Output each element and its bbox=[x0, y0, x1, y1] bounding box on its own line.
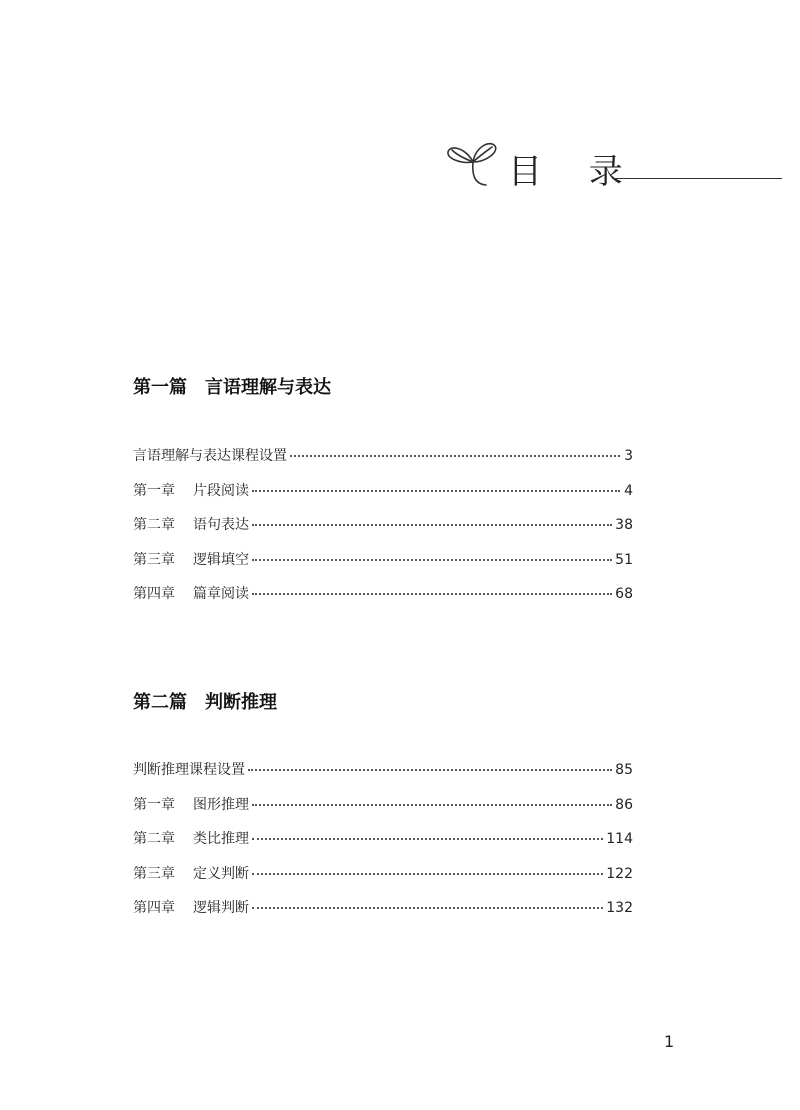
toc-list bbox=[133, 758, 633, 931]
dot-leader bbox=[252, 790, 612, 806]
toc-entry[interactable] bbox=[133, 793, 633, 828]
part-label: 第一篇 bbox=[133, 377, 187, 398]
part-name: 判断推理 bbox=[205, 692, 277, 713]
dot-leader bbox=[252, 893, 603, 909]
entry-page: 132 bbox=[606, 900, 633, 916]
entry-page: 114 bbox=[606, 831, 633, 847]
entry-title: 判断推理课程设置 bbox=[133, 762, 245, 778]
page-number: 1 bbox=[664, 1032, 675, 1051]
toc-entry[interactable] bbox=[133, 582, 633, 617]
entry-title: 片段阅读 bbox=[193, 482, 249, 499]
entry-page: 86 bbox=[615, 796, 633, 813]
entry-page: 3 bbox=[624, 448, 633, 464]
entry-title: 篇章阅读 bbox=[193, 586, 249, 602]
page-title: 目 录 bbox=[508, 152, 641, 192]
entry-page: 4 bbox=[624, 482, 633, 499]
entry-chapter: 第三章 bbox=[133, 551, 175, 568]
entry-title: 类比推理 bbox=[193, 831, 249, 847]
toc-header bbox=[444, 130, 784, 200]
dot-leader bbox=[252, 824, 603, 840]
dot-leader bbox=[252, 579, 612, 595]
entry-title: 语句表达 bbox=[193, 517, 249, 533]
entry-chapter: 第一章 bbox=[133, 796, 175, 813]
toc-entry[interactable] bbox=[133, 548, 633, 583]
entry-title: 言语理解与表达课程设置 bbox=[133, 448, 287, 464]
entry-title: 图形推理 bbox=[193, 796, 249, 813]
toc-entry[interactable] bbox=[133, 758, 633, 793]
entry-page: 38 bbox=[615, 517, 633, 533]
entry-chapter: 第四章 bbox=[133, 900, 175, 916]
entry-title: 逻辑填空 bbox=[193, 551, 249, 568]
entry-chapter: 第二章 bbox=[133, 517, 175, 533]
entry-chapter: 第一章 bbox=[133, 482, 175, 499]
part-title bbox=[133, 688, 277, 714]
part-label: 第二篇 bbox=[133, 692, 187, 713]
dot-leader bbox=[252, 476, 620, 492]
entry-title: 定义判断 bbox=[193, 865, 249, 882]
toc-entry[interactable] bbox=[133, 513, 633, 548]
dot-leader bbox=[252, 859, 603, 875]
dot-leader bbox=[248, 755, 612, 771]
part-name: 言语理解与表达 bbox=[205, 377, 331, 398]
toc-entry[interactable] bbox=[133, 862, 633, 897]
entry-chapter: 第四章 bbox=[133, 586, 175, 602]
entry-page: 122 bbox=[606, 865, 633, 882]
part-title bbox=[133, 373, 331, 399]
toc-list bbox=[133, 444, 633, 617]
dot-leader bbox=[252, 545, 612, 561]
toc-entry[interactable] bbox=[133, 827, 633, 862]
entry-page: 68 bbox=[615, 586, 633, 602]
toc-entry[interactable] bbox=[133, 444, 633, 479]
toc-entry[interactable] bbox=[133, 479, 633, 514]
entry-page: 51 bbox=[615, 551, 633, 568]
dot-leader bbox=[252, 510, 612, 526]
entry-chapter: 第二章 bbox=[133, 831, 175, 847]
entry-page: 85 bbox=[615, 762, 633, 778]
toc-entry[interactable] bbox=[133, 896, 633, 931]
dot-leader bbox=[290, 441, 620, 457]
title-rule bbox=[612, 178, 782, 179]
sprout-icon bbox=[444, 134, 502, 192]
entry-title: 逻辑判断 bbox=[193, 900, 249, 916]
entry-chapter: 第三章 bbox=[133, 865, 175, 882]
